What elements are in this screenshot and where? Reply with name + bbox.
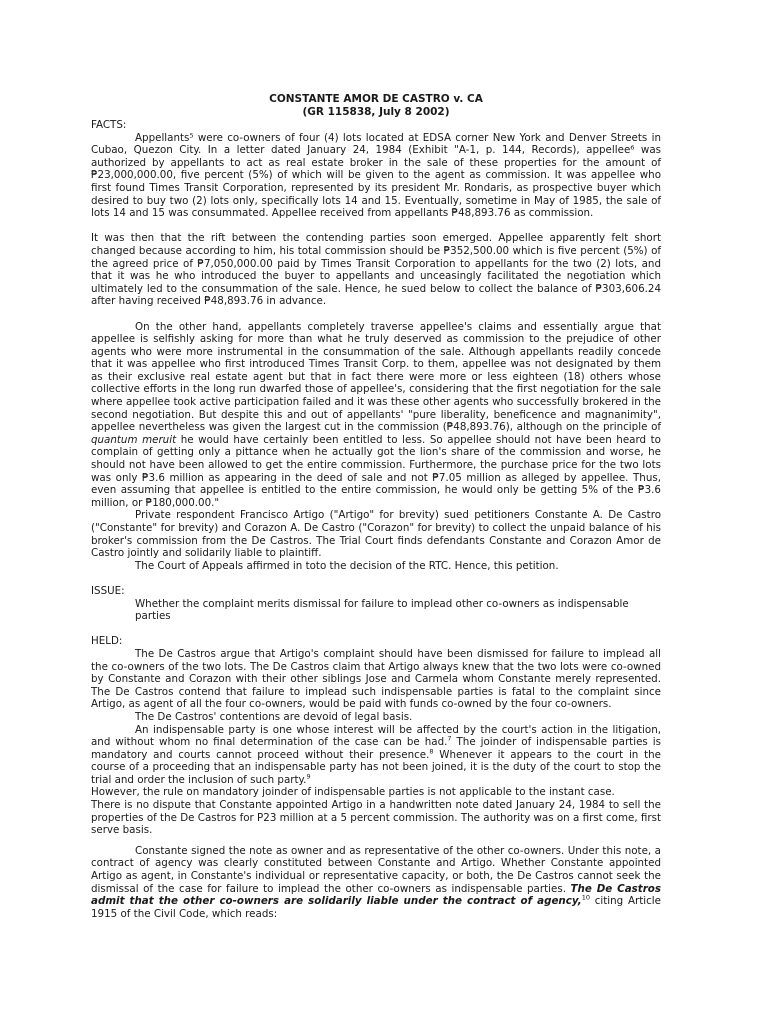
held-paragraph-5: There is no dispute that Constante appointed Artigo in a handwritten note dated January 24, 1984 to sell the properties of the De Castros for P23 million at a 5 percent commission. The authority was on a first come, first serve basis. xyxy=(91,799,661,837)
held-paragraph-4: However, the rule on mandatory joinder of indispensable parties is not applicable to the instant case. xyxy=(91,786,615,799)
facts-heading: FACTS: xyxy=(91,119,127,131)
case-citation: (GR 115838, July 8 2002) xyxy=(302,106,450,118)
facts-paragraph-3-text-a: On the other hand, appellants completely traverse appellee's claims and essentially argue that appellee is selfishly asking for more than what he truly deserved as commission to the prejudice of other agents who were more instrumental in the consummation of the sale. Although appellants readily concede that it was appellee who first introduced Times Transit Corp. to them, appellee was not designated by them as their exclusive real estate agent but that in fact there were more or less eighteen (18) others whose collective efforts in the long run dwarfed those of appellee's, considering that the first negotiation for the sale where appellee took active participation failed and it was these other agents who successfully brokered in the second negotiation. But despite this and out of appellants' "pure liberality, beneficence and magnanimity", appellee nevertheless was given the largest cut in the commission (₱48,893.76), although on the principle of xyxy=(91,320,661,434)
facts-paragraph-1: Appellants⁵ were co-owners of four (4) lots located at EDSA corner New York and Denver Streets in Cubao, Quezon City. In a letter dated January 24, 1984 (Exhibit "A-1, p. 144, Records), appellee⁶ was authorized by appellants to act as real estate broker in the sale of these properties for the amount of ₱23,000,000.00, five percent (5%) of which will be given to the agent as commission. It was appellee who first found Times Transit Corporation, represented by its president Mr. Rondaris, as prospective buyer which desired to buy two (2) lots only, specifically lots 14 and 15. Eventually, sometime in May of 1985, the sale of lots 14 and 15 was consummated. Appellee received from appellants ₱48,893.76 as commission. xyxy=(91,131,661,220)
held-paragraph-6-text-b: citing Article 1915 of the Civil Code, which reads: xyxy=(91,895,661,920)
footnote-ref-8: 8 xyxy=(429,747,434,756)
footnote-ref-10: 10 xyxy=(581,893,590,902)
footnote-ref-9: 9 xyxy=(306,772,311,781)
facts-paragraph-3 xyxy=(91,321,661,510)
held-heading: HELD: xyxy=(91,635,123,648)
case-title: CONSTANTE AMOR DE CASTRO v. CA xyxy=(269,93,483,105)
footnote-ref-7: 7 xyxy=(447,734,452,743)
held-paragraph-6 xyxy=(91,845,661,921)
facts-paragraph-4: Private respondent Francisco Artigo ("Artigo" for brevity) sued petitioners Constante A. De Castro ("Constante" for brevity) and Corazon A. De Castro ("Corazon" for brevity) to collect the unpaid balance of his broker's commission from the De Castros. The Trial Court finds defendants Constante and Corazon Amor de Castro jointly and solidarily liable to plaintiff. xyxy=(91,509,661,560)
facts-paragraph-3-text-b: he would have certainly been entitled to less. So appellee should not have been heard to complain of getting only a pittance when he actually got the lion's share of the commission and worse, he should not have been allowed to get the entire commission. Furthermore, the purchase price for the two lots was only ₱3.6 million as appearing in the deed of sale and not ₱7.05 million as alleged by appellee. Thus, even assuming that appellee is entitled to the entire commission, he would only be getting 5% of the ₱3.6 million, or ₱180,000.00." xyxy=(91,433,661,509)
held-paragraph-6-emphasis: The De Castros admit that the other co-owners are solidarily liable under the contract of agency, xyxy=(91,882,661,908)
held-paragraph-3-text-a: An indispensable party is one whose interest will be affected by the court's action in the litigation, and without whom no final determination of the case can be had. xyxy=(91,723,661,749)
held-paragraph-1: The De Castros argue that Artigo's complaint should have been dismissed for failure to implead all the co-owners of the two lots. The De Castros claim that Artigo always knew that the two lots were co-owned by Constante and Corazon with their other siblings Jose and Carmela whom Constante merely represented. The De Castros contend that failure to implead such indispensable parties is fatal to the complaint since Artigo, as agent of all the four co-owners, would be paid with funds co-owned by the four co-owners. xyxy=(91,647,661,711)
issue-heading: ISSUE: xyxy=(91,584,125,597)
held-paragraph-3-text-c: Whenever it appears to the court in the course of a proceeding that an indispensable party has not been joined, it is the duty of the court to stop the trial and order the inclusion of such party. xyxy=(91,748,661,786)
issue-text: Whether the complaint merits dismissal for failure to implead other co-owners as indispensable parties xyxy=(135,597,629,623)
held-paragraph-6-text-a: Constante signed the note as owner and as representative of the other co-owners. Under this note, a contract of agency was clearly constituted between Constante and Artigo. Whether Constante appointed Artigo as agent, in Constante's individual or representative capacity, or both, the De Castros cannot seek the dismissal of the case for failure to implead the other co-owners as indispensable parties. xyxy=(91,844,661,895)
facts-paragraph-5: The Court of Appeals affirmed in toto the decision of the RTC. Hence, this petition. xyxy=(135,559,559,572)
facts-paragraph-2: It was then that the rift between the contending parties soon emerged. Appellee apparently felt short changed because according to him, his total commission should be ₱352,500.00 which is five percent (5%) of the agreed price of ₱7,050,000.00 paid by Times Transit Corporation to appellants for the two (2) lots, and that it was he who introduced the buyer to appellants and unceasingly facilitated the negotiation which ultimately led to the consummation of the sale. Hence, he sued below to collect the balance of ₱303,606.24 after having received ₱48,893.76 in advance. xyxy=(91,232,661,308)
held-paragraph-2: The De Castros' contentions are devoid of legal basis. xyxy=(135,710,413,723)
held-paragraph-3 xyxy=(91,724,661,787)
held-paragraph-3-text-b: The joinder of indispensable parties is mandatory and courts cannot proceed without their presence. xyxy=(91,736,661,761)
facts-paragraph-3-italic: quantum meruit xyxy=(91,433,177,446)
